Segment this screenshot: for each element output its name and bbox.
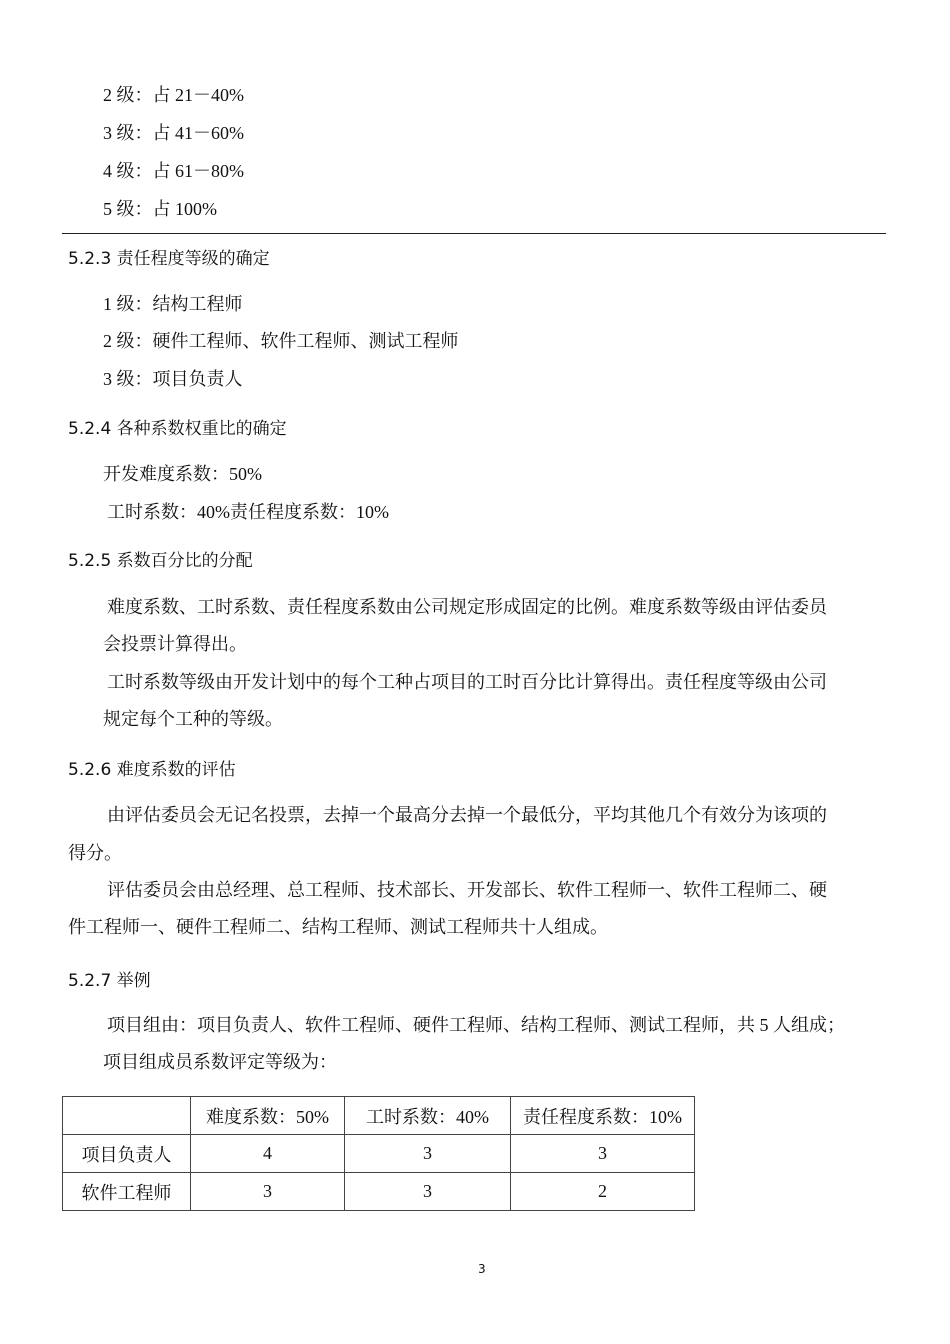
table-cell: 3	[191, 1173, 345, 1211]
table-cell: 3	[345, 1173, 511, 1211]
table-header-cell: 难度系数：50%	[191, 1097, 345, 1135]
responsibility-level-1: 1 级：结构工程师	[103, 294, 243, 314]
table-cell: 2	[511, 1173, 695, 1211]
sec526-para1-line2: 得分。	[68, 843, 122, 863]
table-cell: 3	[345, 1135, 511, 1173]
coefficient-table	[62, 1096, 695, 1211]
table-row	[63, 1173, 695, 1211]
difficulty-weight: 开发难度系数：50%	[103, 464, 262, 484]
section-5-2-3-title: 5.2.3 责任程度等级的确定	[68, 249, 270, 269]
page-break-mask	[55, 1212, 755, 1232]
table-header-row	[63, 1097, 695, 1135]
sec527-para1: 项目组由：项目负责人、软件工程师、硬件工程师、结构工程师、测试工程师，共 5 人组成；	[107, 1015, 845, 1035]
table-cell: 项目负责人	[63, 1135, 191, 1173]
level-3: 3 级：占 41－60%	[103, 123, 244, 143]
section-5-2-6-title: 5.2.6 难度系数的评估	[68, 760, 236, 780]
table-header-cell: 责任程度系数：10%	[511, 1097, 695, 1135]
table-header-cell	[63, 1097, 191, 1135]
section-5-2-5-title: 5.2.5 系数百分比的分配	[68, 551, 253, 571]
level-2: 2 级：占 21－40%	[103, 85, 244, 105]
sec525-para2-line1: 工时系数等级由开发计划中的每个工种占项目的工时百分比计算得出。责任程度等级由公司	[107, 672, 827, 692]
section-5-2-7-title: 5.2.7 举例	[68, 971, 151, 991]
sec527-para2: 项目组成员系数评定等级为：	[103, 1052, 337, 1072]
hours-responsibility-weight: 工时系数：40%责任程度系数：10%	[107, 502, 389, 522]
table-cell: 4	[191, 1135, 345, 1173]
divider	[62, 233, 886, 234]
table-cell: 软件工程师	[63, 1173, 191, 1211]
sec526-para1-line1: 由评估委员会无记名投票，去掉一个最高分去掉一个最低分，平均其他几个有效分为该项的	[107, 805, 827, 825]
table-cell: 3	[511, 1135, 695, 1173]
level-5: 5 级：占 100%	[103, 199, 217, 219]
page-number: 3	[478, 1262, 486, 1276]
responsibility-level-2: 2 级：硬件工程师、软件工程师、测试工程师	[103, 331, 459, 351]
table-header-cell: 工时系数：40%	[345, 1097, 511, 1135]
section-5-2-4-title: 5.2.4 各种系数权重比的确定	[68, 419, 287, 439]
sec526-para2-line2: 件工程师一、硬件工程师二、结构工程师、测试工程师共十人组成。	[68, 917, 608, 937]
sec526-para2-line1: 评估委员会由总经理、总工程师、技术部长、开发部长、软件工程师一、软件工程师二、硬	[107, 880, 827, 900]
sec525-para1-line2: 会投票计算得出。	[103, 634, 247, 654]
responsibility-level-3: 3 级：项目负责人	[103, 369, 243, 389]
level-4: 4 级：占 61－80%	[103, 161, 244, 181]
sec525-para1-line1: 难度系数、工时系数、责任程度系数由公司规定形成固定的比例。难度系数等级由评估委员	[107, 597, 827, 617]
table-row	[63, 1135, 695, 1173]
sec525-para2-line2: 规定每个工种的等级。	[103, 709, 283, 729]
